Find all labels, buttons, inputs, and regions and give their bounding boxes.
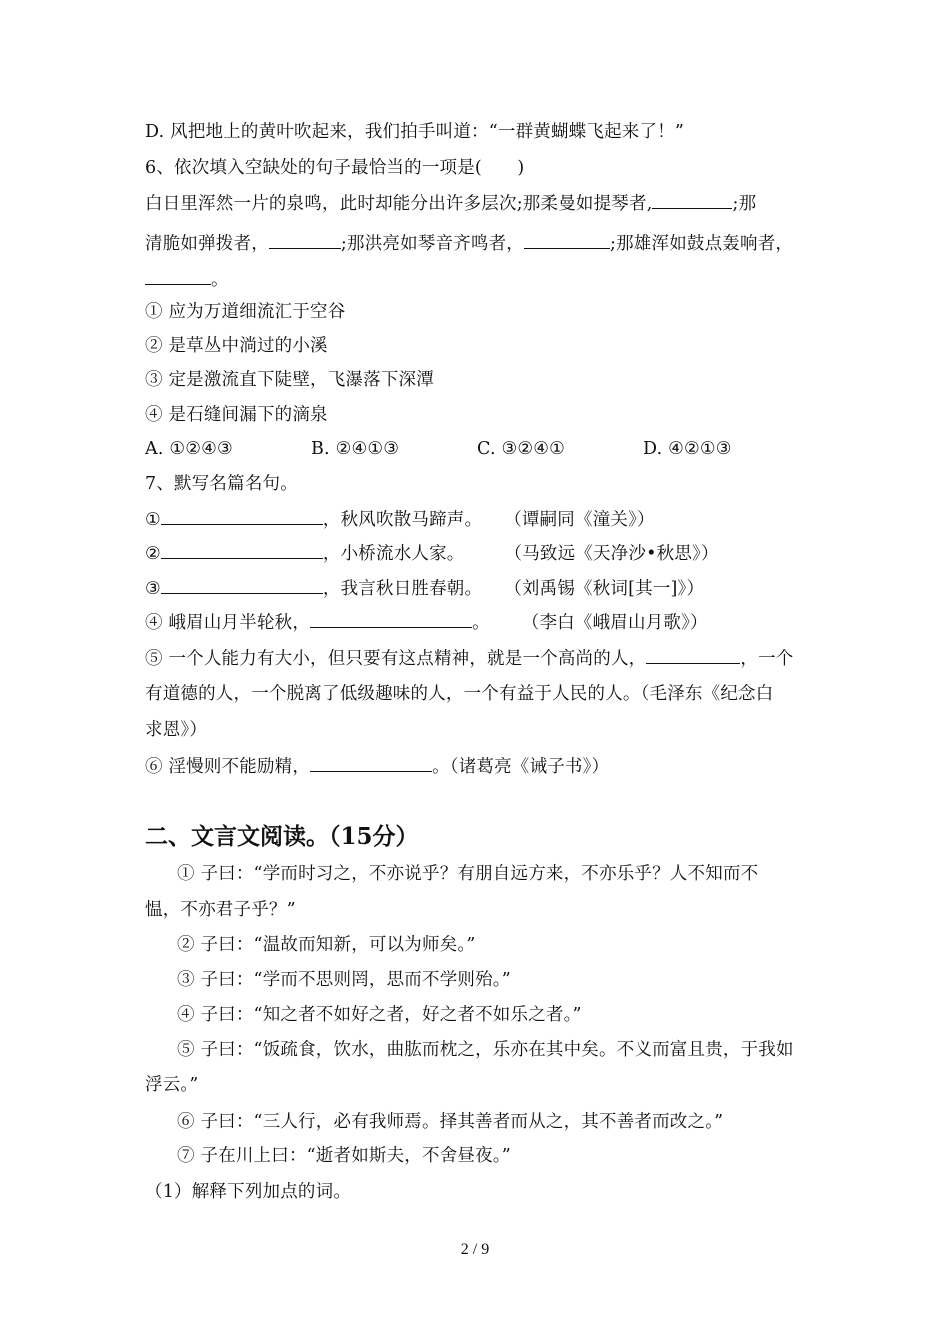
q6-passage-text: ;那雄浑如鼓点轰响者， [610,234,794,254]
q6-item: ① 应为万道细流汇于空谷 [145,302,346,322]
analects-passage-4: ④ 子曰：“知之者不如好之者，好之者不如乐之者。” [177,1005,582,1025]
q7-text: ，小桥流水人家。 [322,544,465,564]
analects-passage-5: ⑤ 子曰：“饭疏食，饮水，曲肱而枕之，乐亦在其中矣。不义而富且贵，于我如 [177,1040,794,1060]
q6-option-a[interactable]: A. ①②④③ [145,439,233,459]
analects-passage-1-cont: 愠，不亦君子乎？” [145,900,296,920]
q6-passage-text: ;那洪亮如琴音齐鸣者， [340,234,525,254]
q7-line-5 [145,645,793,671]
answer-blank[interactable] [524,230,610,249]
q7-number: ② [145,544,161,564]
q7-line-5-cont: 求恩》） [145,720,208,740]
q7-line-3 [145,575,704,601]
q7-text: ⑥ 淫慢则不能励精， [145,757,311,777]
answer-blank[interactable] [161,540,323,559]
analects-passage-2: ② 子曰：“温故而知新，可以为师矣。” [177,935,476,955]
analects-passage-3: ③ 子曰：“学而不思则罔，思而不学则殆。” [177,970,511,990]
answer-blank[interactable] [161,506,323,525]
answer-blank[interactable] [269,230,341,249]
answer-blank[interactable] [145,266,211,285]
q7-citation: （李白《峨眉山月歌》） [521,613,708,633]
q7-text: 。（诸葛亮《诫子书》） [432,757,610,777]
analects-passage-6: ⑥ 子曰：“三人行，必有我师焉。择其善者而从之，其不善者而改之。” [177,1112,724,1132]
q6-option-b[interactable]: B. ②④①③ [311,439,400,459]
analects-passage-1: ① 子曰：“学而时习之，不亦说乎？有朋自远方来，不亦乐乎？人不知而不 [177,864,759,884]
q6-passage-line-2 [145,230,793,256]
answer-blank[interactable] [310,753,432,772]
q7-number: ③ [145,579,161,599]
q7-text: ⑤ 一个人能力有大小，但只要有这点精神，就是一个高尚的人， [145,649,647,669]
q6-passage-text: 白日里浑然一片的泉鸣，此时却能分出许多层次;那柔曼如提琴者, [145,194,653,214]
q6-option-c[interactable]: C. ③②④① [477,439,566,459]
q6-passage-line-1 [145,190,756,216]
q7-text: 。 [472,613,490,633]
q7-text: ，我言秋日胜春朝。 [322,579,483,599]
answer-blank[interactable] [652,190,732,209]
q7-line-1 [145,506,655,532]
q7-number: ① [145,510,161,530]
analects-passage-7: ⑦ 子在川上曰：“逝者如斯夫，不舍昼夜。” [177,1146,511,1166]
q7-line-6 [145,753,609,779]
q7-line-5-cont: 有道德的人，一个脱离了低级趣味的人，一个有益于人民的人。（毛泽东《纪念白 [145,684,774,704]
q7-stem: 7、默写名篇名句。 [145,474,298,494]
q6-passage-line-3 [145,266,229,292]
q5-option-d: D. 风把地上的黄叶吹起来，我们拍手叫道：“一群黄蝴蝶飞起来了！” [145,122,685,142]
q6-passage-text: 。 [211,270,229,290]
q7-text: ，秋风吹散马蹄声。 [322,510,483,530]
section-2-question-1: （1）解释下列加点的词。 [145,1182,352,1202]
q6-option-d[interactable]: D. ④②①③ [643,439,732,459]
q7-citation: （谭嗣同《潼关》） [504,510,655,530]
q6-item: ④ 是石缝间漏下的滴泉 [145,405,328,425]
analects-passage-5-cont: 浮云。” [145,1075,199,1095]
page-number: 2 / 9 [460,1241,490,1258]
q7-line-4 [145,609,708,635]
section-2-heading: 二、文言文阅读。（15分） [145,823,419,850]
answer-blank[interactable] [310,609,472,628]
answer-blank[interactable] [161,575,323,594]
q6-options [145,437,732,461]
q6-stem: 6、依次填入空缺处的句子最恰当的一项是( ) [145,158,525,178]
q6-item: ③ 定是激流直下陡壁，飞瀑落下深潭 [145,370,434,390]
q7-line-2 [145,540,719,566]
q7-text: ④ 峨眉山月半轮秋， [145,613,311,633]
q7-citation: （刘禹锡《秋词[其一]》） [504,579,705,599]
q6-passage-text: 清脆如弹拨者， [145,234,269,254]
answer-blank[interactable] [646,645,740,664]
q7-text: ，一个 [740,649,794,669]
q6-passage-text: ;那 [732,194,757,214]
q7-citation: （马致远《天净沙•秋思》） [504,544,719,564]
q6-item: ② 是草丛中淌过的小溪 [145,336,328,356]
